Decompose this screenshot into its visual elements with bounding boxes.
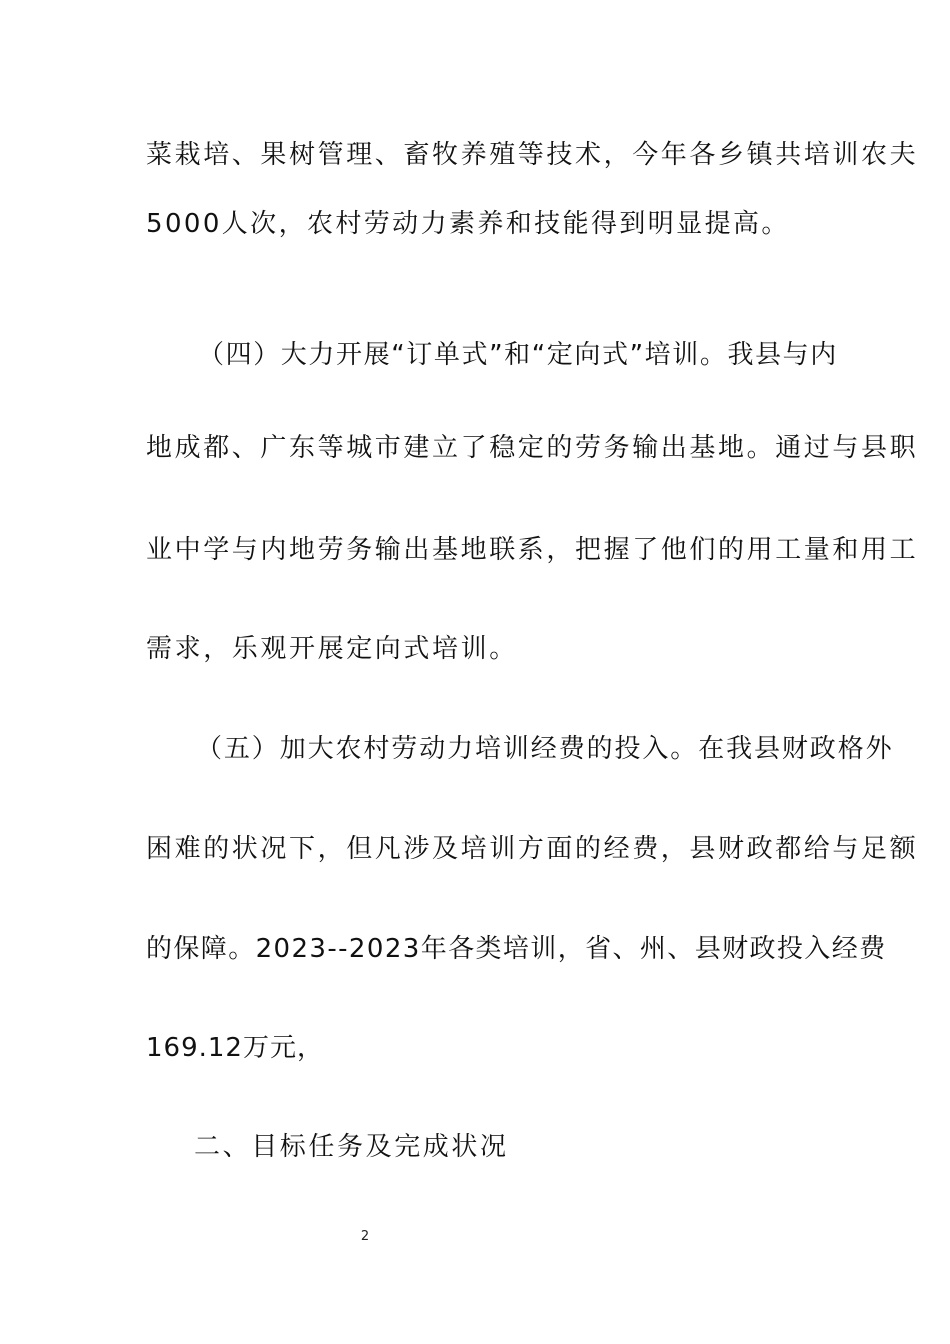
- page-number: 2: [360, 1229, 370, 1244]
- section-heading: 二、目标任务及完成状况: [194, 1132, 509, 1162]
- body-text-line: 菜栽培、果树管理、畜牧养殖等技术，今年各乡镇共培训农夫: [146, 140, 919, 170]
- paragraph-start-line: （五）加大农村劳动力培训经费的投入。在我县财政格外: [196, 734, 894, 764]
- body-text-line: 业中学与内地劳务输出基地联系，把握了他们的用工量和用工: [146, 535, 919, 565]
- body-text-line: 需求，乐观开展定向式培训。: [146, 634, 518, 664]
- paragraph-start-line: （四）大力开展“订单式”和“定向式”培训。我县与内: [198, 340, 838, 370]
- body-text-line: 地成都、广东等城市建立了稳定的劳务输出基地。通过与县职: [146, 433, 919, 463]
- body-text-line: 困难的状况下，但凡涉及培训方面的经费，县财政都给与足额: [146, 834, 919, 864]
- body-text-line: 的保障。2023--2023年各类培训，省、州、县财政投入经费: [146, 934, 887, 964]
- body-text-line: 169.12万元，: [146, 1033, 324, 1063]
- body-text-line: 5000人次，农村劳动力素养和技能得到明显提高。: [146, 209, 790, 239]
